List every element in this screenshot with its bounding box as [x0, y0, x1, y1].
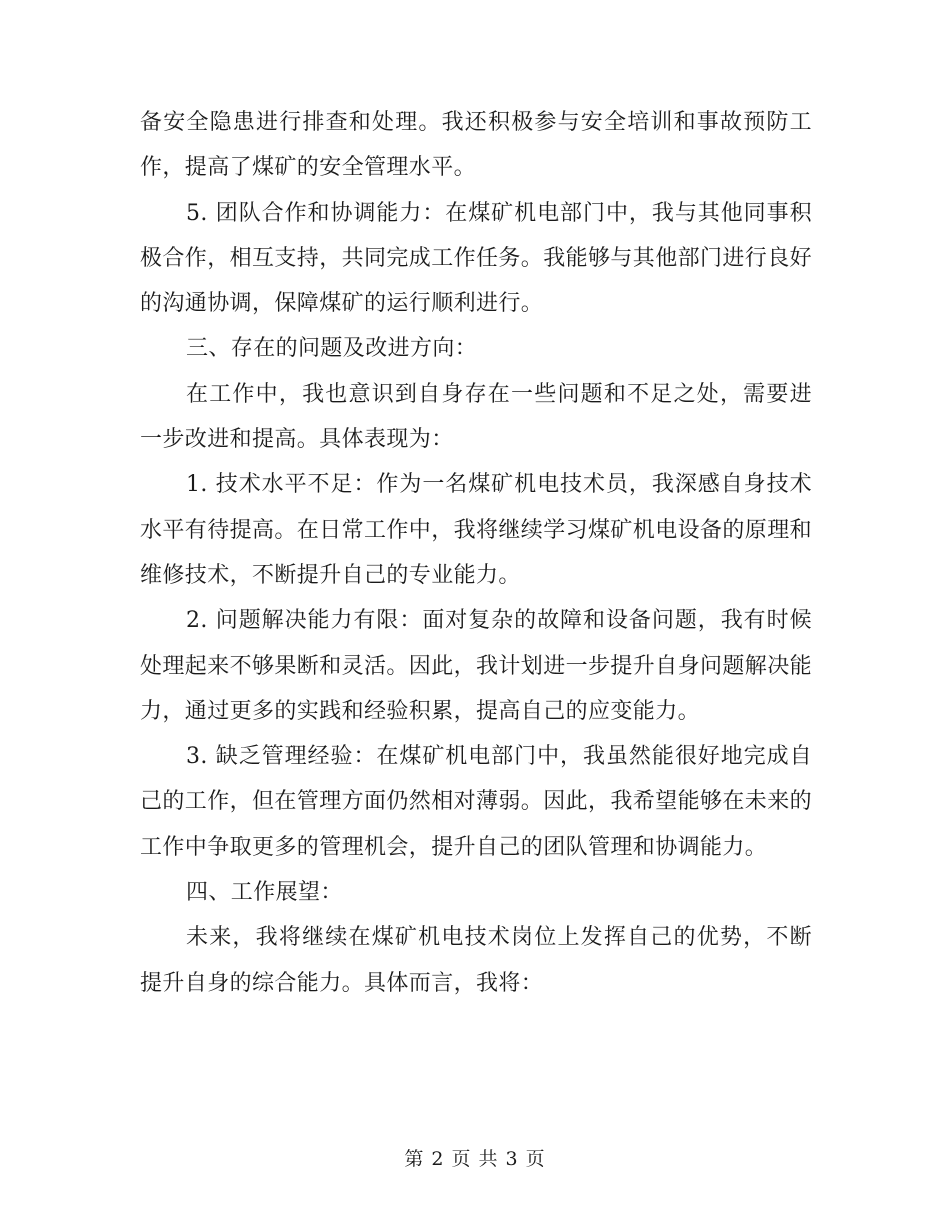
paragraph-technical-skill: 1. 技术水平不足：作为一名煤矿机电技术员，我深感自身技术水平有待提高。在日常工作中，我将继续学习煤矿机电设备的原理和维修技术，不断提升自己的专业能力。: [140, 472, 813, 588]
paragraph-problem-solving: 2. 问题解决能力有限：面对复杂的故障和设备问题，我有时候处理起来不够果断和灵活。因此，我计划进一步提升自身问题解决能力，通过更多的实践和经验积累，提高自己的应变能力。: [140, 608, 813, 724]
section-heading-outlook: 四、工作展望：: [186, 880, 343, 906]
page-number-footer: 第 2 页 共 3 页: [404, 1148, 546, 1170]
document-body: [140, 100, 812, 1006]
section-heading-problems: 三、存在的问题及改进方向：: [186, 336, 478, 362]
paragraph-continuation: 备安全隐患进行排查和处理。我还积极参与安全培训和事故预防工作，提高了煤矿的安全管理水平。: [140, 110, 812, 181]
paragraph-problems-intro: 在工作中，我也意识到自身存在一些问题和不足之处，需要进一步改进和提高。具体表现为：: [140, 381, 812, 453]
paragraph-outlook: 未来，我将继续在煤矿机电技术岗位上发挥自己的优势，不断提升自身的综合能力。具体而言，我将：: [140, 925, 812, 996]
paragraph-management: 3. 缺乏管理经验：在煤矿机电部门中，我虽然能很好地完成自己的工作，但在管理方面仍然相对薄弱。因此，我希望能够在未来的工作中争取更多的管理机会，提升自己的团队管理和协调能力。: [140, 744, 813, 860]
paragraph-teamwork: 5. 团队合作和协调能力：在煤矿机电部门中，我与其他同事积极合作，相互支持，共同完成工作任务。我能够与其他部门进行良好的沟通协调，保障煤矿的运行顺利进行。: [140, 200, 813, 317]
